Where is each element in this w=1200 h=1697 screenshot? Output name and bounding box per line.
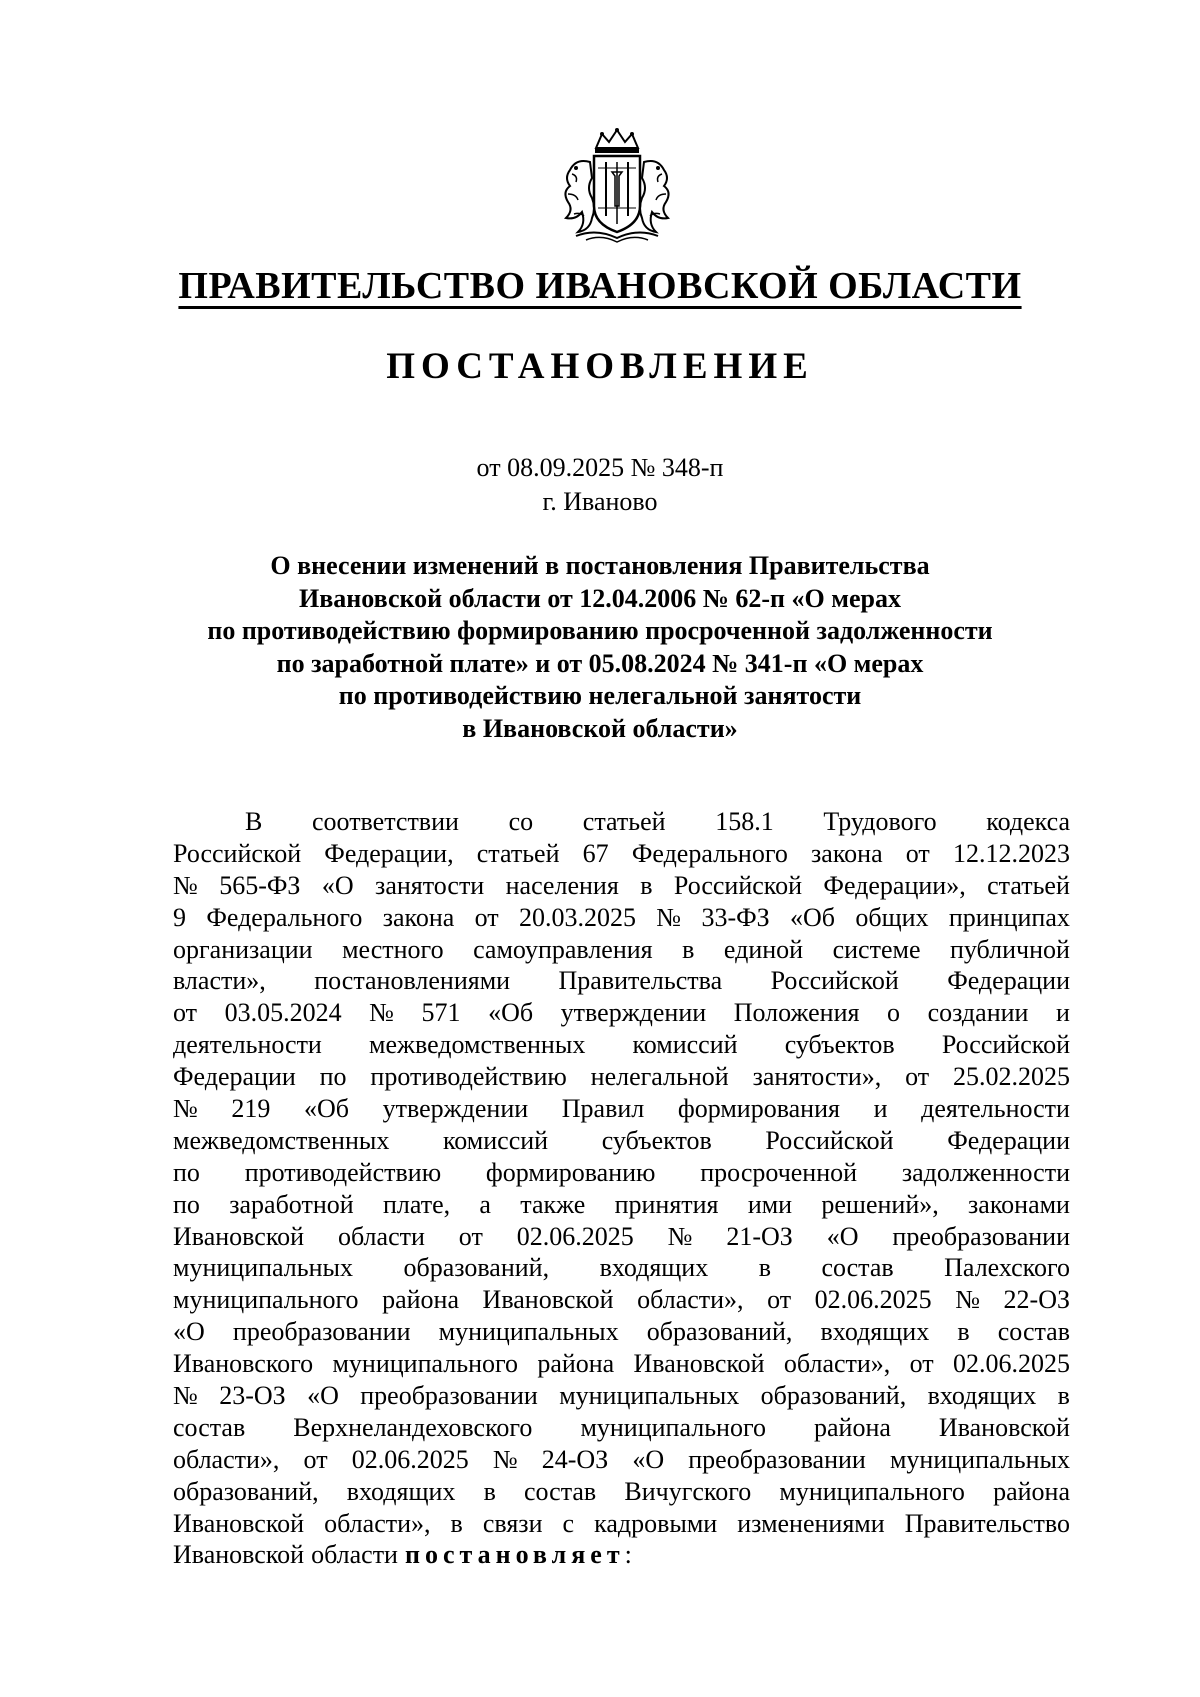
body-word: района — [537, 1349, 615, 1379]
body-word: Палехского — [944, 1253, 1070, 1283]
body-word: статьей — [987, 870, 1070, 900]
body-word: «Об — [304, 1094, 350, 1124]
body-word: Ивановской — [173, 1540, 305, 1570]
body-word: формирования — [677, 1094, 840, 1124]
body-word: Трудового — [823, 807, 937, 836]
body-word: 22-ОЗ — [1003, 1285, 1070, 1315]
body-word: противодействию — [370, 1062, 567, 1092]
body-word: в — [640, 870, 653, 900]
body-word: Российской — [770, 966, 899, 996]
body-word: В — [245, 807, 263, 836]
body-word: образований, — [760, 1381, 907, 1411]
body-word: единой — [723, 934, 804, 964]
body-word: утверждении — [560, 998, 707, 1028]
body-word: Правительства — [558, 966, 723, 996]
body-word: Федерации — [173, 1062, 296, 1092]
body-word: местного — [342, 934, 444, 964]
body-word: от — [474, 902, 499, 932]
body-word: входящих — [927, 1381, 1037, 1411]
body-word: района — [993, 1476, 1070, 1506]
body-word: 219 — [231, 1094, 271, 1124]
body-word: от — [767, 1285, 792, 1315]
body-word: статьей — [582, 807, 666, 836]
body-line — [173, 1316, 1070, 1348]
body-word: образований, — [646, 1317, 793, 1347]
body-word: общих — [855, 902, 929, 932]
body-word: Ивановской — [173, 1508, 305, 1538]
body-word: области — [337, 1221, 425, 1251]
body-word: Ивановской — [938, 1412, 1070, 1442]
body-paragraph — [173, 806, 1070, 1571]
body-word: 33-ФЗ — [701, 902, 770, 932]
body-word: законами — [968, 1189, 1070, 1219]
body-word: 02.06.2025 — [814, 1285, 932, 1315]
resolve-word: постановляет — [404, 1540, 625, 1570]
body-word: 565-ФЗ — [219, 870, 301, 900]
body-line — [173, 1189, 1070, 1221]
body-word: принципах — [948, 902, 1070, 932]
body-word: формированию — [485, 1157, 656, 1187]
body-word: Федерального — [206, 902, 363, 932]
body-word: 571 — [421, 998, 461, 1028]
body-word: межведомственных — [173, 1125, 390, 1155]
body-word: Российской — [173, 838, 302, 868]
body-word: самоуправления — [473, 934, 653, 964]
body-word: области», — [173, 1444, 280, 1474]
body-word: Российской — [673, 870, 803, 900]
body-word: входящих — [599, 1253, 709, 1283]
body-word: состав — [173, 1412, 246, 1442]
body-word: Федерации, — [324, 838, 454, 868]
body-line — [173, 1221, 1070, 1253]
body-word: утверждении — [382, 1094, 529, 1124]
body-word: деятельности — [173, 1030, 322, 1060]
body-word: № — [955, 1285, 980, 1315]
body-word: в — [1057, 1381, 1070, 1411]
body-word: муниципальных — [559, 1381, 740, 1411]
body-word: со — [508, 807, 534, 836]
body-word: состав — [821, 1253, 894, 1283]
body-word: № — [667, 1221, 693, 1251]
body-word: кодекса — [986, 807, 1070, 836]
heading-line: в Ивановской области» — [462, 713, 738, 743]
body-word: власти», — [173, 966, 266, 996]
heading-line: по противодействию нелегальной занятости — [338, 681, 862, 711]
body-word: изменениями — [737, 1508, 885, 1538]
body-word: области — [311, 1540, 398, 1570]
body-word: создании — [927, 998, 1029, 1028]
body-word: входящих — [820, 1317, 930, 1347]
body-word: комиссий — [442, 1125, 549, 1155]
body-word: соответствии — [312, 807, 459, 836]
body-word: ими — [747, 1189, 793, 1219]
body-word: в — [682, 934, 695, 964]
body-line — [173, 1284, 1070, 1316]
heading-line: Ивановской области от 12.04.2006 № 62-п «О мерах — [299, 583, 901, 613]
body-word: населения — [505, 870, 619, 900]
body-word: Ивановской — [482, 1285, 614, 1315]
body-word: № — [173, 870, 198, 900]
body-word: занятости — [375, 870, 485, 900]
body-word: входящих — [346, 1476, 456, 1506]
body-word: 02.06.2025 — [516, 1221, 634, 1251]
body-word: организации — [173, 934, 313, 964]
body-word: Правил — [561, 1094, 645, 1124]
body-word: района — [382, 1285, 460, 1315]
body-line — [173, 1093, 1070, 1125]
body-word: публичной — [949, 934, 1070, 964]
body-word: «О — [826, 1221, 859, 1251]
body-line — [173, 806, 1070, 838]
city: г. Иваново — [542, 487, 658, 516]
body-word: с — [562, 1508, 575, 1538]
body-word: противодействию — [244, 1157, 442, 1187]
body-word: 20.03.2025 — [518, 902, 636, 932]
resolve-colon: : — [624, 1540, 632, 1570]
body-word: от — [905, 1062, 930, 1092]
body-word: 02.06.2025 — [351, 1444, 469, 1474]
body-line — [173, 1508, 1070, 1540]
body-word: муниципального — [332, 1349, 519, 1379]
date-and-number: от 08.09.2025 № 348-п — [476, 453, 724, 482]
body-word: занятости», — [752, 1062, 882, 1092]
body-line — [173, 1348, 1070, 1380]
body-word: также — [520, 1189, 586, 1219]
coat-of-arms-emblem — [556, 128, 678, 244]
body-word: статьей — [476, 838, 560, 868]
body-line — [173, 1412, 1070, 1444]
heading-line: по заработной плате» и от 05.08.2024 № 341-п «О мерах — [276, 648, 924, 678]
body-word: преобразовании — [360, 1381, 538, 1411]
body-word: в — [957, 1317, 970, 1347]
body-word: Федерации — [947, 966, 1070, 996]
body-word: состав — [523, 1476, 597, 1506]
body-word: муниципального — [580, 1412, 766, 1442]
body-word: субъектов — [784, 1030, 895, 1060]
body-word: нелегальной — [590, 1062, 729, 1092]
body-word: преобразовании — [688, 1444, 866, 1474]
body-line — [173, 965, 1070, 997]
body-word: № — [656, 902, 682, 932]
body-word: просроченной — [700, 1157, 858, 1187]
body-word: 67 — [582, 838, 609, 868]
body-line — [173, 997, 1070, 1029]
body-word: Российской — [941, 1030, 1070, 1060]
body-word: муниципального — [779, 1476, 965, 1506]
body-word: системе — [832, 934, 921, 964]
body-word: 24-ОЗ — [541, 1444, 609, 1474]
body-word: от — [909, 1349, 934, 1379]
body-word: преобразовании — [892, 1221, 1070, 1251]
body-word: и — [1056, 998, 1070, 1028]
body-word: Верхнеландеховского — [293, 1412, 533, 1442]
body-word: преобразовании — [232, 1317, 411, 1347]
body-word: деятельности — [921, 1094, 1070, 1124]
body-word: муниципальных — [173, 1253, 354, 1283]
body-line — [173, 1539, 1070, 1571]
body-word: принятия — [614, 1189, 719, 1219]
body-word: по — [173, 1157, 200, 1187]
body-word: образований, — [173, 1476, 319, 1506]
body-word: заработной — [229, 1189, 354, 1219]
body-word: связи — [482, 1508, 543, 1538]
body-line — [173, 1125, 1070, 1157]
body-word: о — [887, 998, 901, 1028]
body-line — [173, 902, 1070, 934]
body-word: муниципальных — [889, 1444, 1070, 1474]
body-word: 02.06.2025 — [952, 1349, 1070, 1379]
body-word: Российской — [765, 1125, 894, 1155]
body-word: муниципальных — [438, 1317, 619, 1347]
body-word: Ивановской — [173, 1221, 305, 1251]
heading-line: по противодействию формированию просроченной задолженности — [207, 616, 993, 646]
body-word: кадровыми — [594, 1508, 718, 1538]
document-type: ПОСТАНОВЛЕНИЕ — [386, 346, 814, 387]
body-word: № — [173, 1381, 198, 1411]
body-word: от — [458, 1221, 483, 1251]
body-line — [173, 934, 1070, 966]
body-line — [173, 1029, 1070, 1061]
body-word: а — [479, 1189, 491, 1219]
body-word: от — [303, 1444, 328, 1474]
body-word: от — [173, 998, 198, 1028]
body-word: решений», — [821, 1189, 939, 1219]
resolution-heading — [0, 550, 1200, 746]
government-title: ПРАВИТЕЛЬСТВО ИВАНОВСКОЙ ОБЛАСТИ — [178, 265, 1022, 307]
body-word: по — [173, 1189, 200, 1219]
body-word: «О — [632, 1444, 665, 1474]
body-word: по — [319, 1062, 347, 1092]
body-line — [173, 870, 1070, 902]
body-word: 158.1 — [715, 807, 774, 836]
body-word: «О — [321, 870, 354, 900]
body-word: 23-ОЗ — [219, 1381, 286, 1411]
body-word: Ивановского — [173, 1349, 314, 1379]
body-word: 21-ОЗ — [726, 1221, 793, 1251]
body-word: 12.12.2023 — [952, 838, 1070, 868]
body-word: 03.05.2024 — [224, 998, 342, 1028]
body-word: от — [905, 838, 930, 868]
body-word: образований, — [403, 1253, 550, 1283]
body-word: Вичугского — [624, 1476, 752, 1506]
body-word: задолженности — [901, 1157, 1070, 1187]
body-line — [173, 1252, 1070, 1284]
body-word: в — [450, 1508, 463, 1538]
body-word: Положения — [733, 998, 860, 1028]
body-line — [173, 1157, 1070, 1189]
body-word: 9 — [173, 902, 186, 932]
body-word: № — [369, 998, 394, 1028]
body-word: области», — [637, 1285, 744, 1315]
body-word: и — [873, 1094, 888, 1124]
body-line — [173, 1380, 1070, 1412]
body-word: Ивановской — [633, 1349, 765, 1379]
body-word: «Об — [790, 902, 836, 932]
body-line — [173, 1476, 1070, 1508]
body-line — [173, 838, 1070, 870]
body-word: Федерации — [947, 1125, 1070, 1155]
body-word: плате, — [382, 1189, 451, 1219]
body-line — [173, 1061, 1070, 1093]
body-word: «О — [173, 1317, 205, 1347]
body-word: «О — [307, 1381, 339, 1411]
body-word: закона — [382, 902, 455, 932]
heading-line: О внесении изменений в постановления Правительства — [270, 551, 930, 580]
body-word: № — [173, 1094, 198, 1124]
body-word: области», — [783, 1349, 891, 1379]
body-word: области», — [324, 1508, 431, 1538]
body-word: комиссий — [632, 1030, 738, 1060]
body-word: закона — [811, 838, 883, 868]
body-word: субъектов — [601, 1125, 712, 1155]
body-word: Федерального — [631, 838, 788, 868]
body-word: межведомственных — [368, 1030, 586, 1060]
body-line — [173, 1444, 1070, 1476]
body-word: Правительство — [904, 1508, 1070, 1538]
body-word: 25.02.2025 — [952, 1062, 1070, 1092]
body-word: состав — [997, 1317, 1070, 1347]
body-word: Федерации», — [823, 870, 966, 900]
body-word: № — [492, 1444, 518, 1474]
body-word: постановлениями — [314, 966, 511, 996]
body-word: «Об — [488, 998, 534, 1028]
body-word: в — [758, 1253, 771, 1283]
body-word: муниципального — [173, 1285, 359, 1315]
body-word: района — [814, 1412, 891, 1442]
body-word: в — [483, 1476, 496, 1506]
